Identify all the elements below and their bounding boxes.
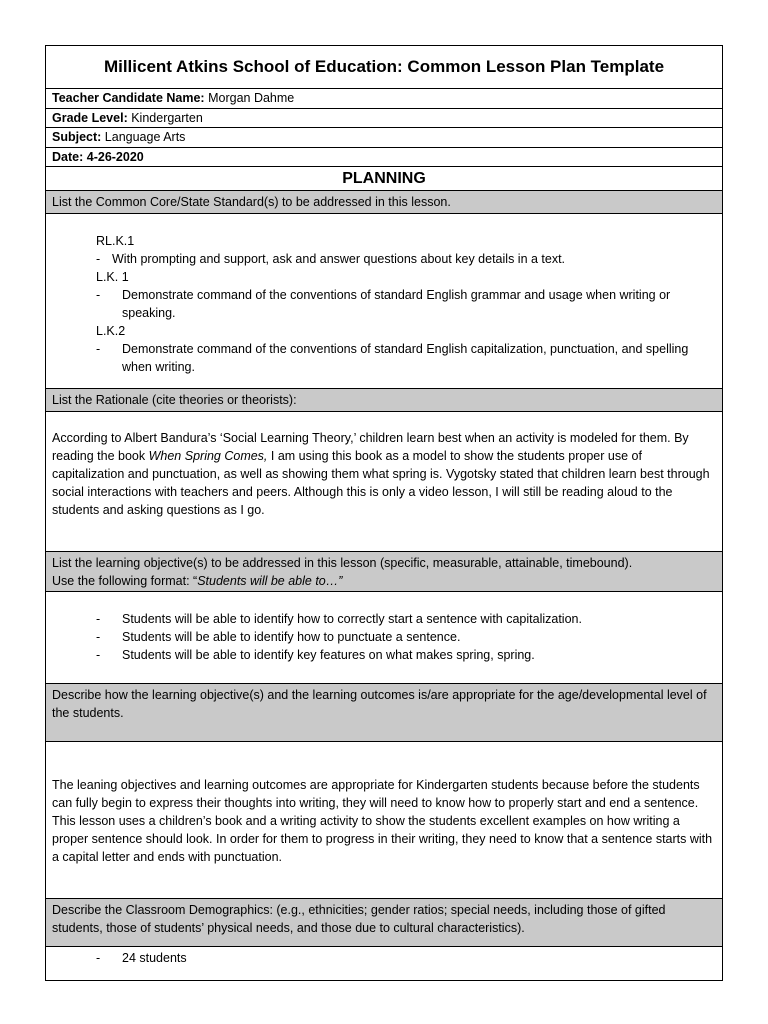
grade-level-value: Kindergarten	[131, 110, 203, 125]
rationale-header: List the Rationale (cite theories or theorists):	[46, 389, 722, 412]
appropriateness-content: The leaning objectives and learning outcomes are appropriate for Kindergarten students because before the students can fully begin to express their thoughts into writing, they will need to know how to properly start and end a sentence. This lesson uses a children’s book and a writing activity to show the students excellent examples on how writing a proper sentence should look. In order for them to progress in their writing, they need to know that a sentence starts with a capital letter and ends with punctuation.	[46, 742, 722, 899]
date-value: 4-26-2020	[86, 149, 144, 164]
list-item: - 24 students	[52, 949, 716, 967]
date-row	[46, 148, 722, 168]
appropriateness-header: Describe how the learning objective(s) and the learning outcomes is/are appropriate for the age/developmental level of the students.	[46, 684, 722, 742]
lesson-plan-table	[45, 45, 723, 981]
teacher-name-value: Morgan Dahme	[208, 91, 295, 105]
subject-row	[46, 128, 722, 148]
objectives-format-example: Students will be able to…”	[197, 574, 343, 588]
subject-value: Language Arts	[104, 130, 186, 144]
standard-description: - Demonstrate command of the conventions of standard English grammar and usage when writing or speaking.	[52, 286, 716, 322]
list-item: - Students will be able to identify how to correctly start a sentence with capitalization.	[52, 610, 716, 628]
objectives-list	[52, 610, 716, 664]
objectives-header	[46, 552, 722, 592]
document-title: Millicent Atkins School of Education: Common Lesson Plan Template	[46, 46, 722, 89]
list-item: - Students will be able to identify key features on what makes spring, spring.	[52, 646, 716, 664]
objectives-format-line	[52, 572, 716, 590]
standard-code: L.K. 1	[96, 270, 129, 284]
grade-level-label: Grade Level:	[52, 110, 128, 125]
demographics-content	[46, 947, 722, 980]
standards-header: List the Common Core/State Standard(s) to be addressed in this lesson.	[46, 191, 722, 214]
standard-description: - With prompting and support, ask and answer questions about key details in a text.	[52, 250, 716, 268]
planning-heading: PLANNING	[46, 167, 722, 191]
rationale-book-title: When Spring Comes,	[148, 449, 268, 463]
demographics-header: Describe the Classroom Demographics: (e.g., ethnicities; gender ratios; special needs, including those of gifted students, those of students’ physical needs, and those due to cultural characteristics).	[46, 899, 722, 947]
objectives-header-line: List the learning objective(s) to be addressed in this lesson (specific, measurable, attainable, timebound).	[52, 556, 633, 570]
rationale-text: According to Albert Bandura’s ‘Social Learning Theory,’ children learn best when an activity is modeled for them. By reading the book	[52, 431, 689, 463]
rationale-content	[46, 412, 722, 552]
teacher-name-label: Teacher Candidate Name:	[52, 91, 205, 105]
standard-description: - Demonstrate command of the conventions of standard English capitalization, punctuation, and spelling when writing.	[52, 340, 716, 376]
teacher-name-row	[46, 89, 722, 109]
date-label: Date:	[52, 149, 84, 164]
demographics-list	[52, 949, 716, 967]
subject-label: Subject:	[52, 130, 102, 144]
objectives-content	[46, 592, 722, 684]
standard-code: L.K.2	[96, 324, 126, 338]
list-item: - Students will be able to identify how to punctuate a sentence.	[52, 628, 716, 646]
standard-code: RL.K.1	[96, 234, 135, 248]
rationale-text-continued: I am using this book as a model to show the students proper use of capitalization and punctuation, as well as showing them what spring is. Vygotsky stated that children learn best through social interactions with teachers and peers. Although this is only a video lesson, I will still be reading aloud to the students and asking questions as I go.	[52, 449, 710, 517]
objectives-format-prefix: Use the following format: “	[52, 574, 198, 588]
grade-level-row	[46, 109, 722, 129]
standards-content	[46, 214, 722, 389]
